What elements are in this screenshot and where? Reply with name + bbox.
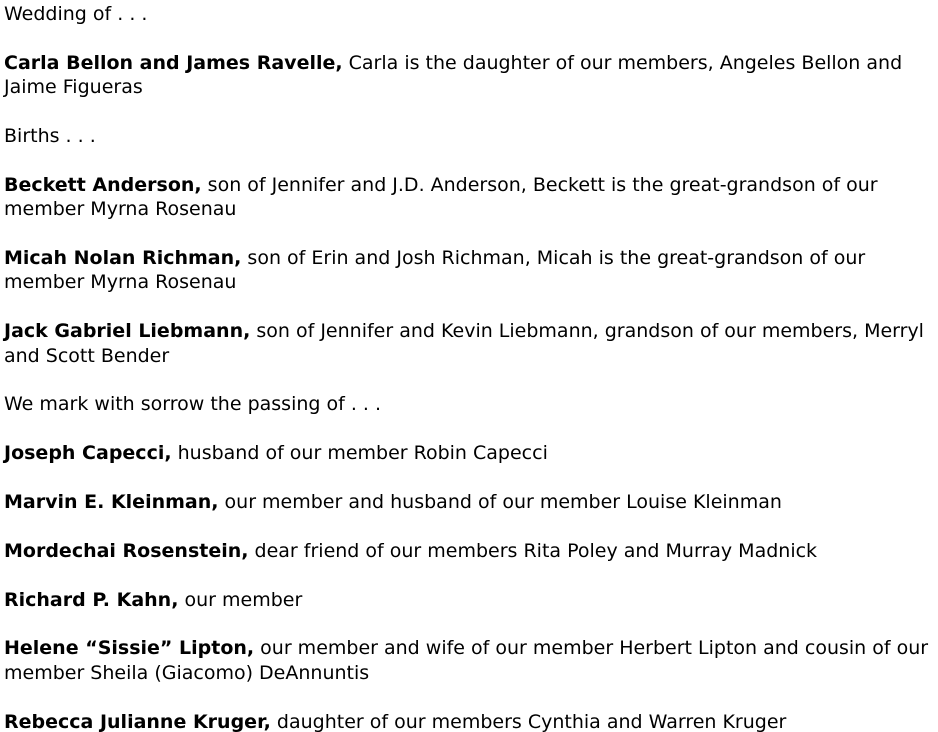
passing-name: Richard P. Kahn, [4, 588, 179, 611]
passing-entry [4, 588, 938, 612]
wedding-entry [4, 51, 938, 100]
passing-details: our member and husband of our member Louise Kleinman [218, 491, 782, 513]
passing-entry [4, 710, 938, 732]
passing-details: our member [178, 588, 303, 611]
passing-name: Helene “Sissie” Lipton, [4, 637, 255, 660]
birth-details: son of Jennifer and Kevin Liebmann, grandson of our members, Merryl and Scott Bender [4, 320, 924, 367]
birth-name: Micah Nolan Richman, [4, 247, 242, 269]
birth-entry [4, 319, 938, 368]
passing-details: dear friend of our members Rita Poley and Murray Madnick [248, 539, 818, 562]
passing-entry [4, 539, 938, 563]
birth-entry [4, 173, 938, 222]
passing-name: Joseph Capecci, [4, 442, 172, 465]
passing-details: daughter of our members Cynthia and Warren Kruger [270, 710, 787, 732]
passing-entry [4, 490, 938, 514]
wedding-details: Carla is the daughter of our members, Angeles Bellon and Jaime Figueras [4, 51, 903, 99]
birth-entry [4, 246, 938, 295]
births-heading: Births . . . [4, 125, 96, 147]
birth-name: Jack Gabriel Liebmann, [4, 320, 251, 343]
passing-name: Marvin E. Kleinman, [4, 491, 219, 513]
birth-name: Beckett Anderson, [4, 173, 202, 196]
passing-details: our member and wife of our member Herbert Lipton and cousin of our member Sheila (Giacomo) DeAnnuntis [4, 637, 929, 684]
birth-details: son of Erin and Josh Richman, Micah is the great-grandson of our member Myrna Rosenau [4, 247, 866, 294]
passing-details: husband of our member Robin Capecci [171, 442, 548, 465]
weddings-heading: Wedding of . . . [4, 3, 148, 25]
passing-name: Rebecca Julianne Kruger, [4, 710, 271, 732]
passing-entry [4, 441, 938, 465]
passing-heading: We mark with sorrow the passing of . . . [4, 393, 382, 416]
passing-name: Mordechai Rosenstein, [4, 539, 249, 562]
wedding-names: Carla Bellon and James Ravelle, [4, 51, 343, 74]
passing-entry [4, 636, 938, 685]
birth-details: son of Jennifer and J.D. Anderson, Beckett is the great-grandson of our member Myrna Rosenau [4, 173, 878, 221]
